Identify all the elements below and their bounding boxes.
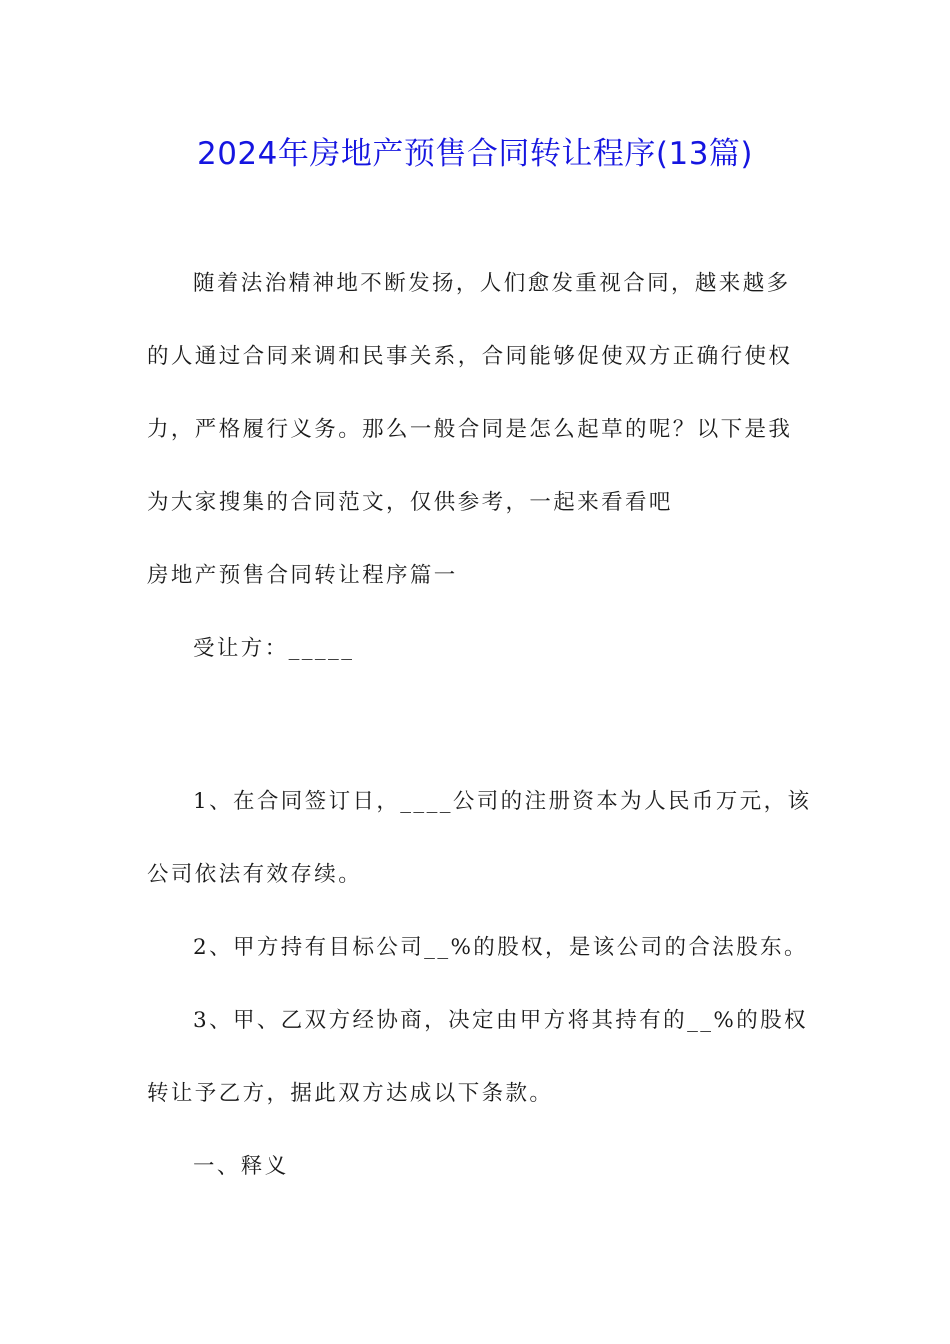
clause-2: 2、甲方持有目标公司__%的股权，是该公司的合法股东。 [193,935,808,960]
chapter-heading: 一、释义 [193,1154,289,1179]
clause-3-line-1: 3、甲、乙双方经协商，决定由甲方将其持有的__%的股权 [193,1008,808,1033]
document-title: 2024年房地产预售合同转让程序(13篇) [196,136,754,172]
intro-line-1: 随着法治精神地不断发扬，人们愈发重视合同，越来越多 [193,271,791,296]
clause-1-line-1: 1、在合同签订日，____公司的注册资本为人民币万元，该 [193,789,812,814]
intro-line-2: 的人通过合同来调和民事关系，合同能够促使双方正确行使权 [147,344,793,369]
intro-line-3: 力，严格履行义务。那么一般合同是怎么起草的呢？以下是我 [147,417,793,442]
section-heading: 房地产预售合同转让程序篇一 [147,563,458,588]
intro-line-4: 为大家搜集的合同范文，仅供参考，一起来看看吧 [147,490,673,515]
clause-3-line-2: 转让予乙方，据此双方达成以下条款。 [147,1081,554,1106]
clause-1-line-2: 公司依法有效存续。 [147,862,363,887]
transferee-label: 受让方：_____ [193,636,355,661]
